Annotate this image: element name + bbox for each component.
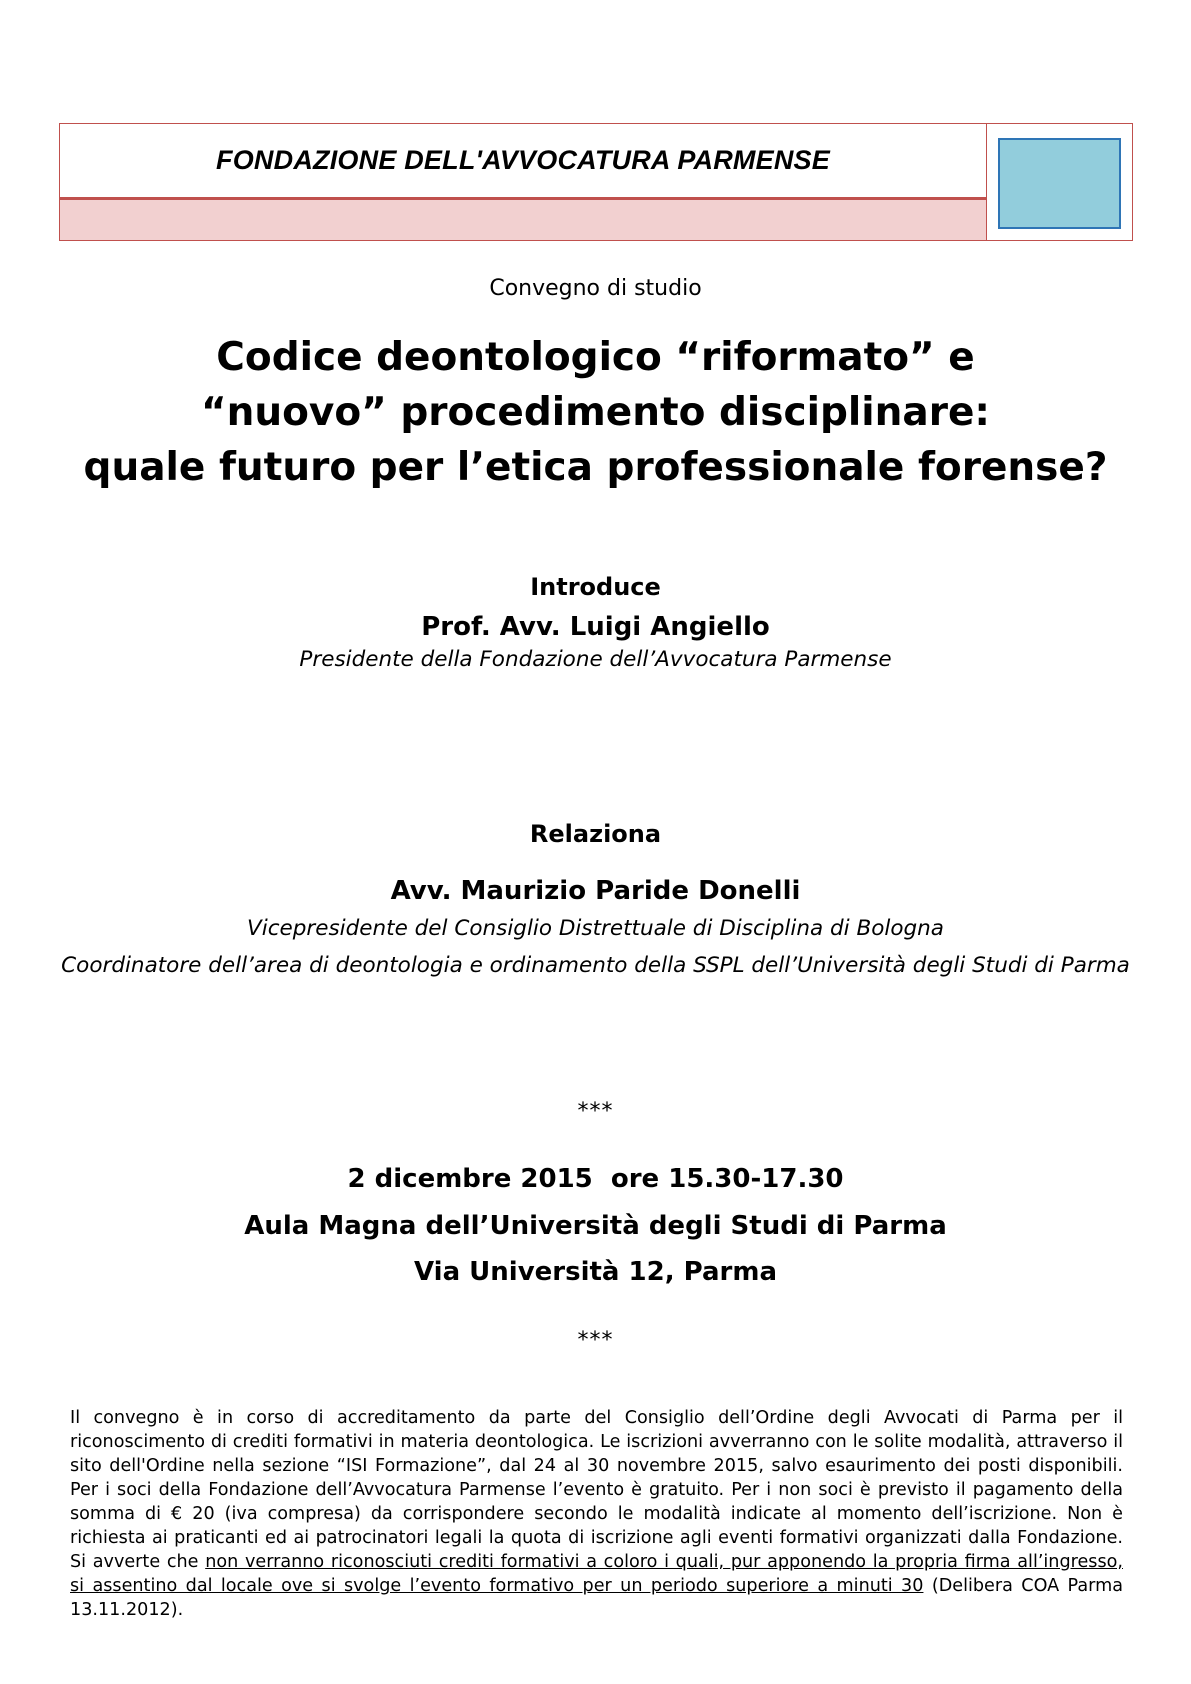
header-title-cell	[60, 124, 987, 200]
title-line-3: quale futuro per l’etica professionale forense?	[83, 445, 1108, 490]
relaziona-label: Relaziona	[529, 820, 662, 848]
title-line-2: “nuovo” procedimento disciplinare:	[200, 390, 991, 435]
relaziona-speaker-role-1: Vicepresidente del Consiglio Distrettuale di Disciplina di Bologna	[247, 916, 944, 941]
logo-placeholder	[998, 138, 1121, 229]
introduce-speaker-role: Presidente della Fondazione dell’Avvocatura Parmense	[299, 647, 892, 672]
notice-warning-underlined: non verranno riconosciuti crediti formativi a coloro i quali, pur apponendo la propria firma all’ingresso, si assentino dal locale ove si svolge l’evento formativo per un periodo superiore a minuti 30	[70, 1552, 1123, 1596]
title-line-1: Codice deontologico “riformato” e	[216, 335, 975, 380]
event-venue: Aula Magna dell’Università degli Studi di Parma	[244, 1211, 947, 1241]
relaziona-speaker-role-2: Coordinatore dell’area di deontologia e ordinamento della SSPL dell’Università degli Studi di Parma	[61, 953, 1130, 978]
notice-reference: (Delibera COA Parma 13.11.2012).	[70, 1576, 1123, 1620]
event-date-time: 2 dicembre 2015 ore 15.30-17.30	[347, 1164, 844, 1194]
event-address: Via Università 12, Parma	[414, 1257, 777, 1287]
notice-text: Il convegno è in corso di accreditamento da parte del Consiglio dell’Ordine degli Avvocati di Parma per il riconoscimento di crediti formativi in materia deontologica. Le iscrizioni avverranno con le solite modalità, attraverso il sito dell'Ordine nella sezione “ISI Formazione”, dal 24 al 30 novembre 2015, salvo esaurimento dei posti disponibili. Per i soci della Fondazione dell’Avvocatura Parmense l’evento è gratuito. Per i non soci è previsto il pagamento della somma di € 20 (iva compresa) da corrispondere secondo le modalità indicate al momento dell’iscrizione. Non è richiesta ai praticanti ed ai patrocinatori legali la quota di iscrizione agli eventi formativi organizzati dalla Fondazione. Si avverte che	[70, 1408, 1123, 1572]
accreditation-notice	[70, 1406, 1123, 1622]
header-band	[60, 200, 987, 240]
separator-2: ***	[577, 1328, 614, 1353]
foundation-title: FONDAZIONE DELL'AVVOCATURA PARMENSE	[216, 145, 830, 175]
separator-1: ***	[577, 1099, 614, 1124]
introduce-speaker-name: Prof. Avv. Luigi Angiello	[421, 612, 770, 642]
header-box	[59, 123, 1133, 241]
logo-cell	[987, 124, 1132, 240]
relaziona-speaker-name: Avv. Maurizio Paride Donelli	[390, 876, 801, 906]
event-type: Convegno di studio	[489, 276, 702, 301]
introduce-label: Introduce	[530, 573, 661, 601]
event-title	[0, 330, 1191, 495]
